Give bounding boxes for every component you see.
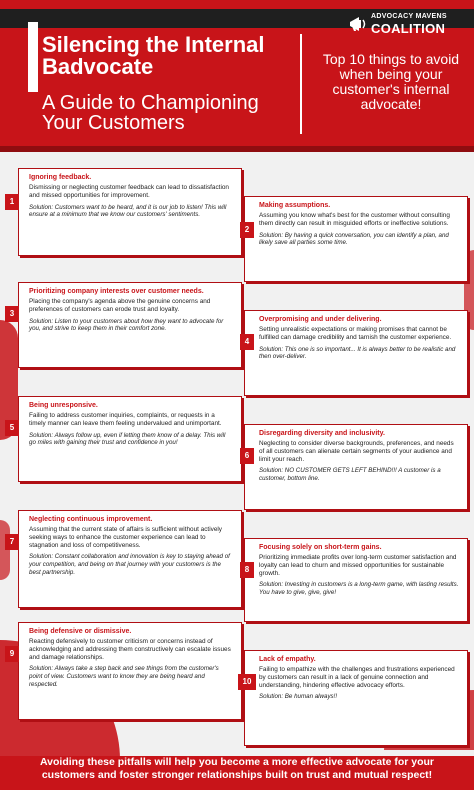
pitfall-description: Reacting defensively to customer criticism or concerns instead of acknowledging and addressing them constructively can escalate issues and damage relationships. <box>29 638 231 661</box>
pitfall-solution: Solution: This one is so important... It is always better to be realistic and then over-deliver. <box>259 345 456 361</box>
pitfall-title: Being unresponsive. <box>29 402 98 409</box>
pitfall-solution: Solution: By having a quick conversation, you can identify a plan, and likely save all parties some time. <box>259 231 449 247</box>
decor-shape-left-small <box>0 520 10 580</box>
pitfall-title: Neglecting continuous improvement. <box>29 516 153 523</box>
pitfall-card-7 <box>18 510 242 608</box>
pitfall-description: Setting unrealistic expectations or making promises that cannot be fulfilled can damage credibility and tarnish the customer experience. <box>259 326 452 341</box>
pitfall-solution: Solution: Listen to your customers about how they want to advocate for you, and strive to keep them in their comfort zone. <box>29 317 224 333</box>
pitfall-number-5: 5 <box>5 420 19 436</box>
pitfall-solution: Solution: Constant collaboration and innovation is key to staying ahead of your competition, and being on that journey with your customers is the best partnership. <box>29 553 230 576</box>
pitfall-description: Failing to empathize with the challenges and frustrations experienced by customers can result in a lack of genuine connection and understanding, hindering effective advocacy efforts. <box>259 666 455 689</box>
footer-banner <box>0 756 474 790</box>
pitfall-card-9 <box>18 622 242 720</box>
pitfall-card-6 <box>244 424 468 510</box>
pitfall-title: Focusing solely on short-term gains. <box>259 544 382 551</box>
pitfall-card-2 <box>244 196 468 282</box>
pitfall-solution: Solution: Investing in customers is a long-term game, with lasting results. You have to give, give, give! <box>259 581 459 597</box>
pitfall-card-5 <box>18 396 242 482</box>
pitfall-description: Neglecting to consider diverse backgrounds, preferences, and needs of all customers can alienate certain segments of your audience and limit your reach. <box>259 440 454 463</box>
pitfall-number-9: 9 <box>5 646 19 662</box>
pitfall-description: Prioritizing immediate profits over long-term customer satisfaction and loyalty can lead to churn and missed opportunities for sustainable growth. <box>259 554 457 577</box>
pitfall-solution: Solution: Always follow up, even if letting them know of a delay. This will go miles with gaining their trust and confidence in you! <box>29 431 226 447</box>
pitfall-description: Assuming you know what's best for the customer without consulting them directly can result in misguided efforts or ineffective solutions. <box>259 212 450 227</box>
pitfall-number-7: 7 <box>5 534 19 550</box>
brand-logo <box>348 11 458 37</box>
pitfall-card-10 <box>244 650 468 746</box>
pitfall-title: Overpromising and under delivering. <box>259 316 382 323</box>
pitfall-card-8 <box>244 538 468 622</box>
pitfall-title: Prioritizing company interests over customer needs. <box>29 288 204 295</box>
pitfall-card-1 <box>18 168 242 256</box>
header-tagline: Top 10 things to avoid when being your customer's internal advocate! <box>322 51 460 112</box>
pitfall-number-4: 4 <box>240 334 254 350</box>
pitfall-description: Dismissing or neglecting customer feedback can lead to dissatisfaction and missed opportunities for improvement. <box>29 184 229 199</box>
pitfall-solution: Solution: Customers want to be heard, and it is our job to listen! This will ensure at a minimum that we know our customers' sentiments. <box>29 203 227 219</box>
pitfall-description: Placing the company's agenda above the genuine concerns and preferences of customers can erode trust and loyalty. <box>29 298 211 313</box>
brand-name-bottom: COALITION <box>371 21 446 36</box>
pitfall-number-3: 3 <box>5 306 19 322</box>
pitfall-title: Making assumptions. <box>259 202 331 209</box>
pitfall-solution: Solution: Be human always!! <box>259 693 338 701</box>
header-divider <box>300 34 302 134</box>
pitfall-number-1: 1 <box>5 194 19 210</box>
megaphone-icon <box>348 14 368 34</box>
pitfall-solution: Solution: NO CUSTOMER GETS LEFT BEHIND!!! A customer is a customer, bottom line. <box>259 467 441 483</box>
pitfall-title: Being defensive or dismissive. <box>29 628 132 635</box>
pitfall-solution: Solution: Always take a step back and see things from the customer's point of view. Customers want to know they are being heard and respected. <box>29 665 219 688</box>
pitfall-card-3 <box>18 282 242 368</box>
pitfall-number-2: 2 <box>240 222 254 238</box>
footer-message: Avoiding these pitfalls will help you become a more effective advocate for your customers and foster stronger relationships built on trust and mutual respect! <box>39 756 435 781</box>
brand-name-top: ADVOCACY MAVENS <box>371 13 447 20</box>
pitfall-description: Failing to address customer inquiries, complaints, or requests in a timely manner can leave them feeling undervalued and unimportant. <box>29 412 222 427</box>
page-title: Silencing the Internal Badvocate <box>42 32 265 79</box>
header-shadow-strip <box>0 146 474 152</box>
header-banner <box>0 0 474 152</box>
pitfall-number-6: 6 <box>240 448 254 464</box>
header-accent-bar <box>28 22 38 92</box>
pitfall-title: Ignoring feedback. <box>29 174 92 181</box>
pitfall-number-8: 8 <box>240 562 254 578</box>
pitfall-number-10: 10 <box>238 674 256 690</box>
header-top-stripe <box>0 0 474 9</box>
pitfall-title: Disregarding diversity and inclusivity. <box>259 430 385 437</box>
page-subtitle: A Guide to Championing Your Customers <box>42 92 259 134</box>
pitfall-description: Assuming that the current state of affairs is sufficient without actively seeking ways to enhance the customer experience can lead to stagnation and loss of competitiveness. <box>29 526 222 549</box>
pitfall-title: Lack of empathy. <box>259 656 316 663</box>
pitfall-card-4 <box>244 310 468 396</box>
